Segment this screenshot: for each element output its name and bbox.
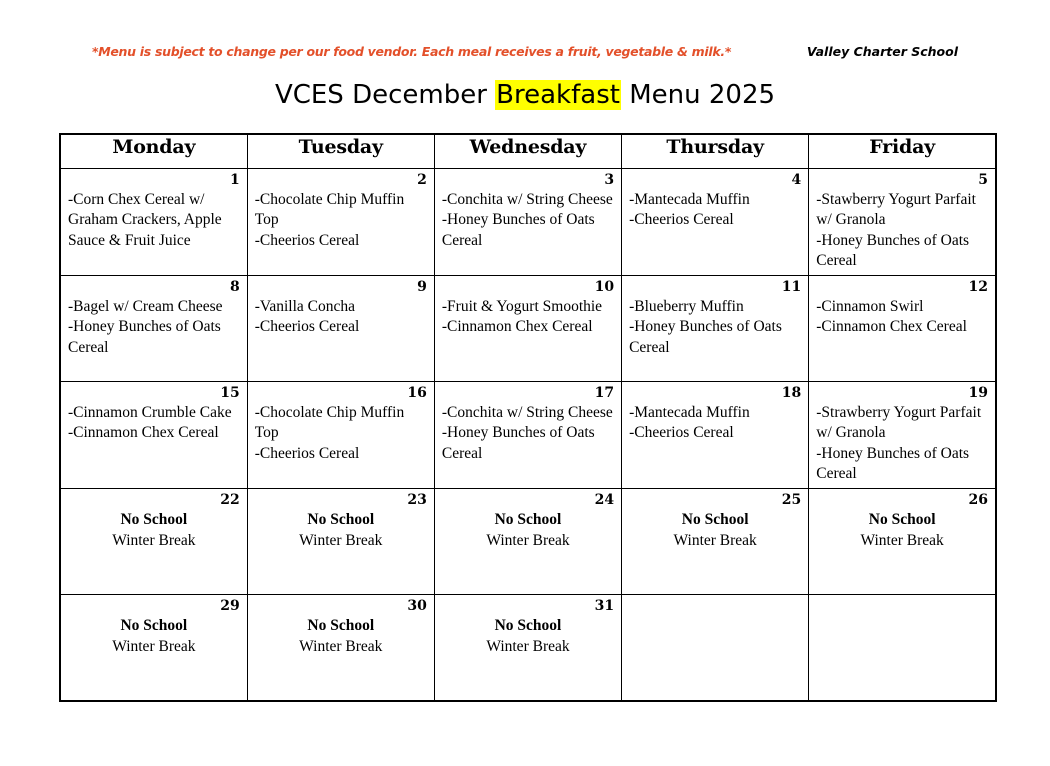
no-school-notice xyxy=(816,510,988,551)
day-number: 4 xyxy=(791,172,802,188)
menu-item: -Cheerios Cereal xyxy=(629,211,734,229)
day-cell-inner xyxy=(61,276,247,381)
day-number: 18 xyxy=(781,385,802,402)
menu-items xyxy=(629,190,801,231)
title-highlight-breakfast: Breakfast xyxy=(496,80,620,110)
menu-item: -Bagel w/ Cream Cheese xyxy=(68,298,223,316)
day-number: 29 xyxy=(220,598,240,615)
calendar-day-cell xyxy=(60,489,247,595)
day-number: 19 xyxy=(968,385,988,402)
calendar-day-cell-empty xyxy=(809,595,996,702)
menu-items xyxy=(629,297,801,358)
menu-item: -Cinnamon Swirl xyxy=(816,298,924,316)
day-number: 23 xyxy=(407,492,427,509)
calendar-day-cell-empty xyxy=(622,595,809,702)
no-school-notice xyxy=(442,510,614,551)
menu-items xyxy=(442,190,614,251)
calendar-week-row xyxy=(60,489,996,595)
day-number: 1 xyxy=(229,172,240,188)
calendar-day-cell xyxy=(622,169,809,276)
day-cell-inner xyxy=(248,382,434,488)
calendar-day-cell xyxy=(622,276,809,382)
day-cell-inner xyxy=(809,169,995,275)
calendar-day-cell xyxy=(247,276,434,382)
column-header-thursday: Thursday xyxy=(622,134,809,169)
column-header-friday: Friday xyxy=(809,134,996,169)
menu-item: -Cheerios Cereal xyxy=(254,444,360,462)
day-cell-inner xyxy=(435,489,621,594)
no-school-label: No School xyxy=(120,511,188,529)
column-header-monday: Monday xyxy=(60,134,247,169)
menu-items xyxy=(816,297,988,338)
day-cell-inner xyxy=(622,382,808,488)
menu-items xyxy=(68,297,240,358)
day-number: 5 xyxy=(978,172,988,188)
no-school-notice xyxy=(68,510,240,551)
menu-item: -Strawberry Yogurt Parfait w/ Granola xyxy=(816,404,982,442)
winter-break-label: Winter Break xyxy=(299,531,383,549)
no-school-label: No School xyxy=(868,511,936,529)
no-school-label: No School xyxy=(681,511,749,529)
calendar-day-cell xyxy=(434,595,621,702)
menu-item: -Cinnamon Chex Cereal xyxy=(68,424,219,442)
menu-item: -Chocolate Chip Muffin Top xyxy=(254,191,405,229)
menu-items xyxy=(255,297,427,338)
menu-item: -Honey Bunches of Oats Cereal xyxy=(441,211,595,249)
calendar-day-cell xyxy=(60,169,247,276)
menu-items xyxy=(629,403,801,444)
header-bar xyxy=(0,44,1050,64)
day-number: 15 xyxy=(220,385,240,402)
menu-item: -Corn Chex Cereal w/ Graham Crackers, Apple Sauce & Fruit Juice xyxy=(68,191,222,249)
calendar-day-cell xyxy=(247,169,434,276)
day-cell-inner xyxy=(809,595,995,700)
day-cell-inner xyxy=(248,169,434,275)
day-cell-inner xyxy=(61,169,247,275)
menu-items xyxy=(442,403,614,464)
calendar-day-cell xyxy=(809,382,996,489)
calendar-day-cell xyxy=(622,489,809,595)
day-cell-inner xyxy=(435,276,621,381)
menu-item: -Honey Bunches of Oats Cereal xyxy=(629,318,782,356)
day-number: 25 xyxy=(781,492,802,509)
no-school-notice xyxy=(255,616,427,657)
day-number: 22 xyxy=(220,492,240,509)
calendar-day-cell xyxy=(434,489,621,595)
day-cell-inner xyxy=(622,276,808,381)
menu-item: -Stawberry Yogurt Parfait w/ Granola xyxy=(816,191,976,229)
day-cell-inner xyxy=(248,595,434,700)
calendar-header-row xyxy=(60,134,996,169)
winter-break-label: Winter Break xyxy=(112,531,196,549)
menu-item: -Chocolate Chip Muffin Top xyxy=(254,404,405,442)
menu-item: -Fruit & Yogurt Smoothie xyxy=(441,298,603,316)
no-school-label: No School xyxy=(307,511,375,529)
menu-item: -Honey Bunches of Oats Cereal xyxy=(816,231,970,269)
day-cell-inner xyxy=(622,169,808,275)
menu-calendar xyxy=(59,133,997,702)
day-number: 10 xyxy=(594,279,615,296)
calendar-day-cell xyxy=(434,382,621,489)
menu-item: -Mantecada Muffin xyxy=(629,404,750,422)
day-cell-inner xyxy=(435,595,621,700)
menu-item: -Cheerios Cereal xyxy=(254,231,360,249)
menu-item: -Cinnamon Chex Cereal xyxy=(816,318,967,336)
day-cell-inner xyxy=(248,489,434,594)
menu-item: -Cinnamon Chex Cereal xyxy=(441,318,593,336)
menu-item: -Cheerios Cereal xyxy=(254,318,360,336)
no-school-notice xyxy=(629,510,801,551)
title-suffix: Menu 2025 xyxy=(620,80,776,110)
menu-items xyxy=(68,190,240,251)
calendar-day-cell xyxy=(434,169,621,276)
menu-item: -Conchita w/ String Cheese xyxy=(441,404,613,422)
no-school-notice xyxy=(68,616,240,657)
day-cell-inner xyxy=(809,382,995,488)
day-number: 3 xyxy=(604,172,615,188)
winter-break-label: Winter Break xyxy=(486,531,570,549)
menu-items xyxy=(442,297,614,338)
no-school-label: No School xyxy=(120,617,188,635)
day-number: 26 xyxy=(968,492,988,509)
day-number: 31 xyxy=(594,598,615,615)
day-number: 30 xyxy=(407,598,427,615)
day-number: 8 xyxy=(229,279,240,296)
menu-items xyxy=(255,403,427,464)
menu-item: -Honey Bunches of Oats Cereal xyxy=(816,444,970,483)
day-number: 12 xyxy=(968,279,988,296)
menu-item: -Cinnamon Crumble Cake xyxy=(68,404,232,422)
calendar-day-cell xyxy=(247,595,434,702)
calendar-day-cell xyxy=(434,276,621,382)
no-school-notice xyxy=(442,616,614,657)
menu-item: -Conchita w/ String Cheese xyxy=(441,191,613,208)
calendar-day-cell xyxy=(622,382,809,489)
menu-item: -Honey Bunches of Oats Cereal xyxy=(68,318,221,356)
menu-item: -Vanilla Concha xyxy=(254,298,355,316)
day-number: 9 xyxy=(417,279,427,296)
calendar-day-cell xyxy=(809,489,996,595)
day-cell-inner xyxy=(809,276,995,381)
day-cell-inner xyxy=(622,595,808,700)
day-cell-inner xyxy=(622,489,808,594)
school-name: Valley Charter School xyxy=(806,44,958,59)
winter-break-label: Winter Break xyxy=(299,637,383,655)
day-cell-inner xyxy=(61,489,247,594)
day-number: 16 xyxy=(407,385,427,402)
calendar-week-row xyxy=(60,276,996,382)
menu-items xyxy=(255,190,427,251)
day-number: 17 xyxy=(594,385,615,402)
menu-items xyxy=(68,403,240,444)
page-title xyxy=(0,80,1050,110)
title-prefix: VCES December xyxy=(274,80,496,110)
winter-break-label: Winter Break xyxy=(860,531,944,549)
winter-break-label: Winter Break xyxy=(673,531,757,549)
menu-item: -Cheerios Cereal xyxy=(629,424,734,442)
day-number: 11 xyxy=(781,279,802,296)
day-cell-inner xyxy=(61,382,247,488)
calendar-week-row xyxy=(60,382,996,489)
day-number: 24 xyxy=(594,492,615,509)
no-school-label: No School xyxy=(494,511,562,529)
menu-item: -Honey Bunches of Oats Cereal xyxy=(441,424,595,462)
calendar-day-cell xyxy=(247,489,434,595)
calendar-body xyxy=(60,169,996,702)
calendar-day-cell xyxy=(60,595,247,702)
no-school-label: No School xyxy=(494,617,562,635)
calendar-week-row xyxy=(60,595,996,702)
column-header-wednesday: Wednesday xyxy=(434,134,621,169)
calendar-day-cell xyxy=(60,276,247,382)
calendar-week-row xyxy=(60,169,996,276)
menu-item: -Mantecada Muffin xyxy=(629,191,750,208)
calendar-day-cell xyxy=(247,382,434,489)
menu-items xyxy=(816,190,988,271)
calendar-day-cell xyxy=(809,169,996,276)
calendar-day-cell xyxy=(60,382,247,489)
no-school-notice xyxy=(255,510,427,551)
menu-items xyxy=(816,403,988,484)
winter-break-label: Winter Break xyxy=(486,637,570,655)
day-cell-inner xyxy=(248,276,434,381)
day-cell-inner xyxy=(435,169,621,275)
menu-item: -Blueberry Muffin xyxy=(629,298,744,316)
day-cell-inner xyxy=(809,489,995,594)
day-cell-inner xyxy=(435,382,621,488)
no-school-label: No School xyxy=(307,617,375,635)
day-cell-inner xyxy=(61,595,247,700)
winter-break-label: Winter Break xyxy=(112,637,196,655)
day-number: 2 xyxy=(417,172,427,188)
menu-disclaimer: *Menu is subject to change per our food vendor. Each meal receives a fruit, vegetable & milk.* xyxy=(92,44,732,59)
calendar-day-cell xyxy=(809,276,996,382)
column-header-tuesday: Tuesday xyxy=(247,134,434,169)
